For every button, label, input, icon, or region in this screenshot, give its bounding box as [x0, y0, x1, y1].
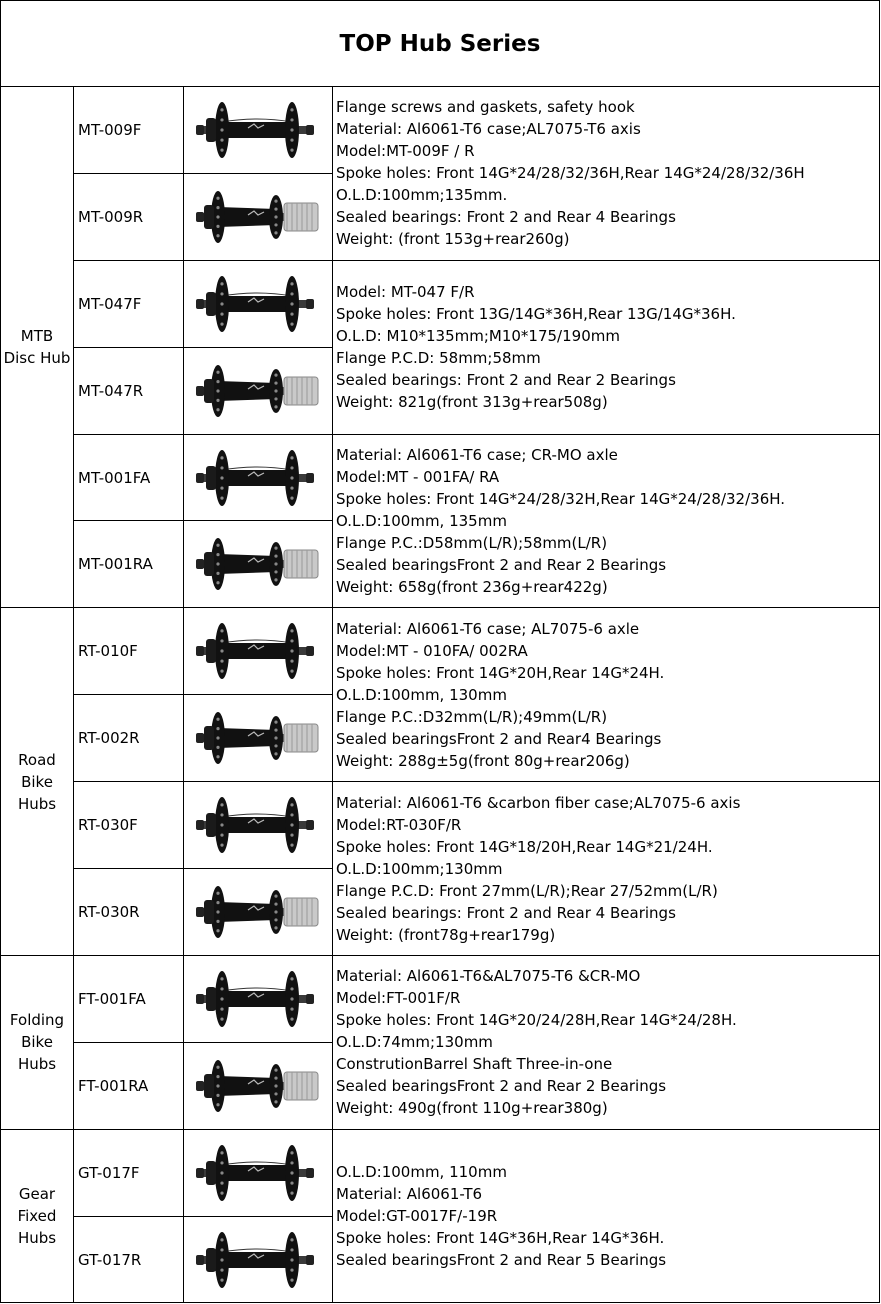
spec-line: O.L.D:100mm, 135mm [336, 511, 507, 530]
category-cell [1, 608, 74, 956]
spec-line: Flange P.C.D: 58mm;58mm [336, 349, 541, 368]
spec-line: Spoke holes: Front 14G*20/24/28H,Rear 14G*24/28H. [336, 1011, 737, 1030]
spec-line: Model:MT - 001FA/ RA [336, 467, 500, 486]
table-row [1, 1129, 880, 1216]
front-hub-image [188, 613, 328, 689]
spec-line: Sealed bearings: Front 2 and Rear 4 Bearings [336, 903, 676, 922]
spec-line: Sealed bearings: Front 2 and Rear 4 Bearings [336, 208, 676, 227]
model-name: MT-047F [74, 260, 184, 347]
spec-line: Spoke holes: Front 14G*36H,Rear 14G*36H. [336, 1229, 665, 1248]
model-name: FT-001RA [74, 1042, 184, 1129]
spec-description [333, 608, 880, 782]
rear-hub-image [188, 1048, 328, 1124]
model-name: MT-001FA [74, 434, 184, 521]
spec-line: Weight: 658g(front 236g+rear422g) [336, 577, 608, 596]
spec-line: Sealed bearingsFront 2 and Rear 2 Bearings [336, 1077, 667, 1096]
hub-image-cell [184, 608, 333, 695]
rear-hub-image [188, 700, 328, 776]
front-hub-image [188, 440, 328, 516]
spec-line: O.L.D: M10*135mm;M10*175/190mm [336, 327, 620, 346]
rear-hub-image [188, 353, 328, 429]
spec-line: Weight: (front78g+rear179g) [336, 925, 556, 944]
spec-line: O.L.D:100mm;130mm [336, 859, 503, 878]
spec-line: O.L.D:100mm, 130mm [336, 685, 507, 704]
category-label: Hubs [17, 794, 57, 813]
front-hub-image [188, 787, 328, 863]
spec-line: Model:FT-001F/R [336, 989, 461, 1008]
hub-image-cell [184, 1129, 333, 1216]
spec-line: Model:MT - 010FA/ 002RA [336, 641, 528, 660]
category-label: Fixed [17, 1207, 57, 1226]
hub-image-cell [184, 782, 333, 869]
spec-line: ConstrutionBarrel Shaft Three-in-one [336, 1055, 613, 1074]
front-hub-image [188, 92, 328, 168]
model-name: GT-017F [74, 1129, 184, 1216]
hub-image-cell [184, 434, 333, 521]
front-hub-image [188, 1135, 328, 1211]
spec-line: Spoke holes: Front 14G*20H,Rear 14G*24H. [336, 663, 665, 682]
category-label: Bike [21, 1033, 53, 1052]
table-row [1, 260, 880, 347]
spec-line: Sealed bearingsFront 2 and Rear 5 Bearings [336, 1251, 667, 1270]
spec-line: Flange P.C.:D32mm(L/R);49mm(L/R) [336, 707, 608, 726]
category-label: Folding [9, 1011, 65, 1030]
spec-line: Flange screws and gaskets, safety hook [336, 98, 635, 117]
table-row [1, 955, 880, 1042]
spec-line: Material: Al6061-T6 case;AL7075-T6 axis [336, 120, 641, 139]
spec-line: Spoke holes: Front 14G*18/20H,Rear 14G*21/24H. [336, 837, 713, 856]
spec-description [333, 260, 880, 434]
hub-image-cell [184, 521, 333, 608]
spec-line: Material: Al6061-T6 &carbon fiber case;AL7075-6 axis [336, 793, 741, 812]
model-name: RT-030R [74, 869, 184, 956]
model-name: MT-009R [74, 173, 184, 260]
spec-line: O.L.D:74mm;130mm [336, 1033, 493, 1052]
category-label: Road [18, 750, 56, 769]
spec-line: O.L.D:100mm;135mm. [336, 186, 508, 205]
spec-description [333, 434, 880, 608]
spec-line: Sealed bearings: Front 2 and Rear 2 Bearings [336, 371, 676, 390]
hub-image-cell [184, 1042, 333, 1129]
table-row [1, 87, 880, 174]
model-name: GT-017R [74, 1216, 184, 1303]
page-title: TOP Hub Series [0, 0, 880, 86]
spec-line: Weight: 490g(front 110g+rear380g) [336, 1099, 608, 1118]
spec-line: Material: Al6061-T6 case; AL7075-6 axle [336, 619, 640, 638]
spec-line: O.L.D:100mm, 110mm [336, 1163, 507, 1182]
hub-series-table [0, 86, 880, 1303]
front-hub-image [188, 1222, 328, 1298]
category-label: Gear [18, 1185, 56, 1204]
category-label: Disc Hub [3, 349, 71, 368]
front-hub-image [188, 266, 328, 342]
hub-image-cell [184, 1216, 333, 1303]
hub-image-cell [184, 260, 333, 347]
hub-image-cell [184, 173, 333, 260]
table-row [1, 608, 880, 695]
hub-image-cell [184, 869, 333, 956]
category-label: Bike [21, 772, 53, 791]
spec-line: Material: Al6061-T6&AL7075-T6 &CR-MO [336, 967, 641, 986]
hub-image-cell [184, 955, 333, 1042]
front-hub-image [188, 961, 328, 1037]
spec-line: Weight: (front 153g+rear260g) [336, 230, 570, 249]
model-name: RT-002R [74, 695, 184, 782]
model-name: MT-009F [74, 87, 184, 174]
spec-line: Flange P.C.D: Front 27mm(L/R);Rear 27/52mm(L/R) [336, 881, 718, 900]
category-label: Hubs [17, 1229, 57, 1248]
spec-line: Material: Al6061-T6 [336, 1185, 483, 1204]
model-name: MT-001RA [74, 521, 184, 608]
hub-image-cell [184, 87, 333, 174]
rear-hub-image [188, 179, 328, 255]
spec-line: Model:GT-0017F/-19R [336, 1207, 498, 1226]
hub-image-cell [184, 347, 333, 434]
spec-line: Sealed bearingsFront 2 and Rear 2 Bearings [336, 555, 667, 574]
rear-hub-image [188, 874, 328, 950]
model-name: RT-010F [74, 608, 184, 695]
model-name: MT-047R [74, 347, 184, 434]
spec-line: Weight: 288g±5g(front 80g+rear206g) [336, 751, 630, 770]
spec-line: Spoke holes: Front 14G*24/28/32H,Rear 14G*24/28/32/36H. [336, 489, 786, 508]
spec-description [333, 87, 880, 261]
rear-hub-image [188, 526, 328, 602]
model-name: FT-001FA [74, 955, 184, 1042]
hub-image-cell [184, 695, 333, 782]
table-row [1, 782, 880, 869]
spec-line: Model:RT-030F/R [336, 815, 462, 834]
spec-line: Spoke holes: Front 13G/14G*36H,Rear 13G/14G*36H. [336, 305, 736, 324]
spec-line: Sealed bearingsFront 2 and Rear4 Bearings [336, 729, 662, 748]
spec-description [333, 1129, 880, 1303]
category-label: MTB [20, 327, 54, 346]
spec-line: Material: Al6061-T6 case; CR-MO axle [336, 445, 618, 464]
spec-line: Flange P.C.:D58mm(L/R);58mm(L/R) [336, 533, 608, 552]
category-cell [1, 955, 74, 1129]
category-label: Hubs [17, 1055, 57, 1074]
model-name: RT-030F [74, 782, 184, 869]
spec-line: Spoke holes: Front 14G*24/28/32/36H,Rear 14G*24/28/32/36H [336, 164, 805, 183]
spec-description [333, 955, 880, 1129]
spec-line: Model:MT-009F / R [336, 142, 475, 161]
table-row [1, 434, 880, 521]
spec-description [333, 782, 880, 956]
category-cell [1, 1129, 74, 1303]
spec-line: Weight: 821g(front 313g+rear508g) [336, 393, 608, 412]
category-cell [1, 87, 74, 608]
spec-line: Model: MT-047 F/R [336, 283, 475, 302]
